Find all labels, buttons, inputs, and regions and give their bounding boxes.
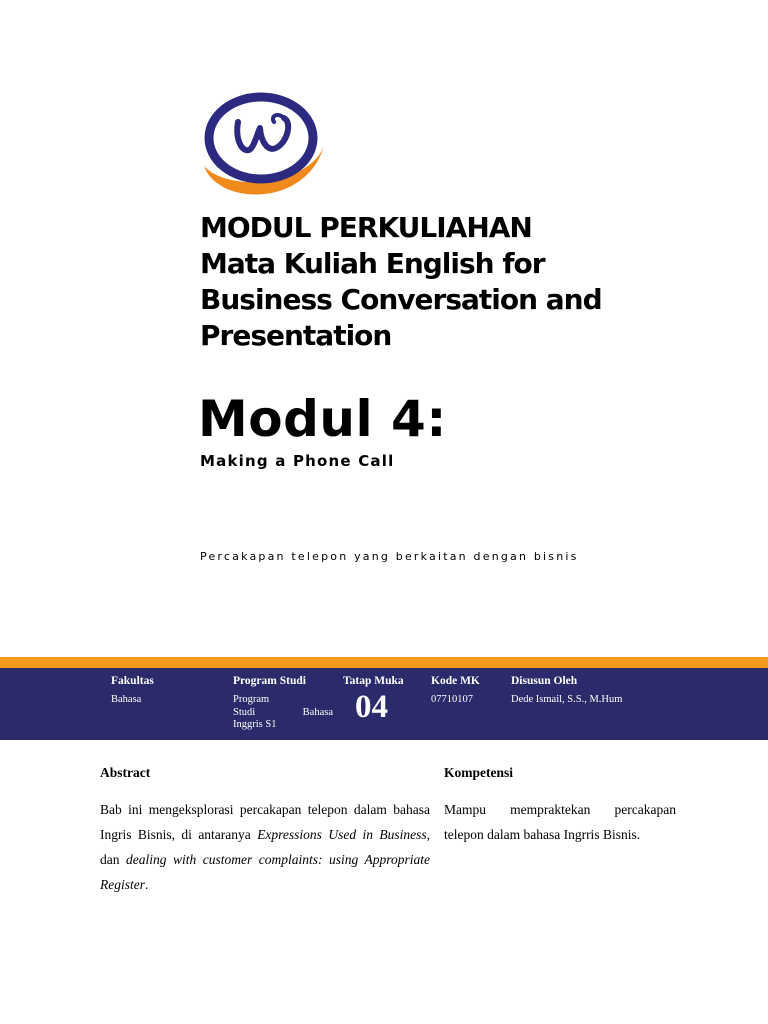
disusun-oleh-column bbox=[511, 675, 622, 705]
info-band bbox=[0, 668, 768, 740]
kompetensi-body: Mampu mempraktekan percakapan telepon dalam bahasa Ingrris Bisnis. bbox=[444, 802, 676, 842]
modul-heading: Modul 4: bbox=[198, 390, 447, 448]
kompetensi-section bbox=[444, 765, 676, 847]
fakultas-column bbox=[111, 675, 154, 705]
abstract-body bbox=[100, 797, 430, 897]
program-studi-line-3: Inggris S1 bbox=[233, 719, 277, 730]
program-studi-line-1: Program bbox=[233, 694, 270, 705]
title-line-4: Presentation bbox=[200, 319, 392, 352]
program-studi-line-2a: Studi bbox=[233, 706, 256, 718]
abstract-text-2: dan bbox=[100, 852, 126, 867]
modul-subtitle: Making a Phone Call bbox=[200, 452, 395, 470]
abstract-text-3: . bbox=[145, 877, 149, 892]
program-studi-label: Program Studi bbox=[233, 675, 306, 687]
kode-mk-value: 07710107 bbox=[431, 694, 473, 705]
abstract-section bbox=[100, 765, 430, 897]
abstract-title: Abstract bbox=[100, 765, 151, 780]
abstract-text-1: Bab ini mengeksplorasi percakapan telepon dalam bahasa Ingris Bisnis, di antaranya bbox=[100, 802, 430, 842]
kode-mk-label: Kode MK bbox=[431, 675, 480, 687]
logo-emblem-icon bbox=[198, 88, 328, 204]
modul-description: Percakapan telepon yang berkaitan dengan bisnis bbox=[200, 550, 579, 563]
tatap-muka-column bbox=[343, 675, 404, 725]
program-studi-line-2 bbox=[233, 707, 333, 720]
tatap-muka-value: 04 bbox=[355, 689, 388, 725]
abstract-italic-1: Expressions Used in Business, bbox=[257, 827, 430, 842]
kompetensi-title: Kompetensi bbox=[444, 765, 513, 780]
disusun-oleh-value: Dede Ismail, S.S., M.Hum bbox=[511, 694, 623, 705]
abstract-italic-2: dealing with customer complaints: using Appropriate Register bbox=[100, 852, 430, 892]
title-line-3: Business Conversation and bbox=[200, 283, 602, 316]
program-studi-line-2b: Bahasa bbox=[302, 706, 333, 718]
course-title bbox=[200, 210, 740, 354]
title-line-2: Mata Kuliah English for bbox=[200, 247, 545, 280]
program-studi-value bbox=[233, 694, 333, 732]
disusun-oleh-label: Disusun Oleh bbox=[511, 675, 578, 687]
program-studi-column bbox=[233, 675, 333, 732]
kode-mk-column bbox=[431, 675, 480, 705]
accent-bar bbox=[0, 657, 768, 668]
fakultas-value: Bahasa bbox=[111, 694, 142, 705]
fakultas-label: Fakultas bbox=[111, 675, 154, 687]
title-line-1: MODUL PERKULIAHAN bbox=[200, 211, 532, 244]
university-logo bbox=[198, 88, 328, 204]
tatap-muka-label: Tatap Muka bbox=[343, 675, 404, 687]
